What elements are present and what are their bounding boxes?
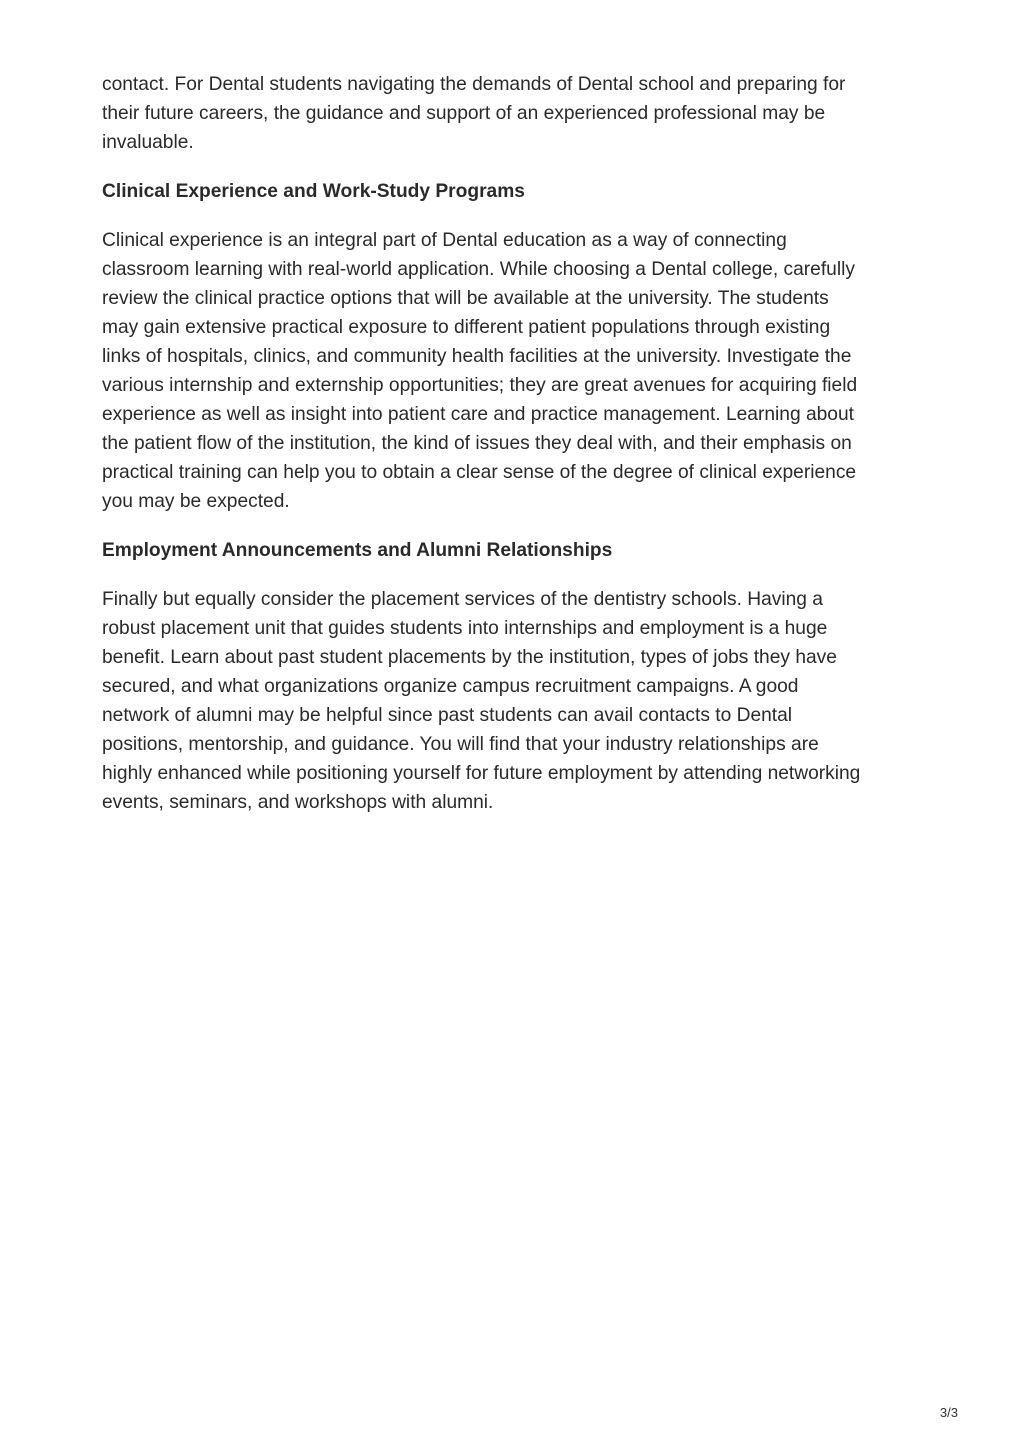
document-body bbox=[102, 70, 932, 817]
paragraph-employment-alumni: Finally but equally consider the placement services of the dentistry schools. Having a robust placement unit that guides students into internships and employment is a huge benefit. Learn about past student placements by the institution, types of jobs they have secured, and what organizations organize campus recruitment campaigns. A good network of alumni may be helpful since past students can avail contacts to Dental positions, mentorship, and guidance. You will find that your industry relationships are highly enhanced while positioning yourself for future employment by attending networking events, seminars, and workshops with alumni. bbox=[102, 589, 861, 813]
paragraph-clinical-experience: Clinical experience is an integral part of Dental education as a way of connecting classroom learning with real-world application. While choosing a Dental college, carefully review the clinical practice options that will be available at the university. The students may gain extensive practical exposure to different patient populations through existing links of hospitals, clinics, and community health facilities at the university. Investigate the various internship and externship opportunities; they are great avenues for acquiring field experience as well as insight into patient care and practice management. Learning about the patient flow of the institution, the kind of issues they deal with, and their emphasis on practical training can help you to obtain a clear sense of the degree of clinical experience you may be expected. bbox=[102, 230, 858, 512]
heading-clinical-experience: Clinical Experience and Work-Study Programs bbox=[102, 181, 525, 202]
heading-employment-alumni: Employment Announcements and Alumni Relationships bbox=[102, 540, 613, 561]
paragraph-intro-continuation: contact. For Dental students navigating the demands of Dental school and preparing for their future careers, the guidance and support of an experienced professional may be invaluable. bbox=[102, 74, 846, 153]
page-number: 3/3 bbox=[939, 1405, 958, 1420]
